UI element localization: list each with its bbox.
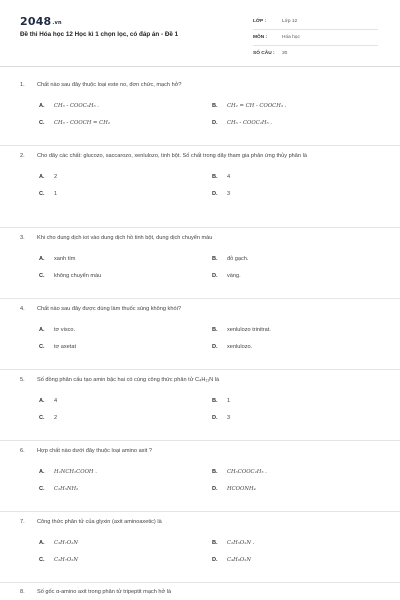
question-prompt: Chất nào sau đây thuộc loại este no, đơn chức, mạch hở? — [37, 82, 182, 88]
option-letter: A. — [39, 256, 45, 262]
question-prompt: Hợp chất nào dưới đây thuộc loại amino axit ? — [37, 448, 152, 454]
site-logo[interactable] — [20, 15, 62, 28]
option-text: C₂H₅NH₂ — [54, 486, 79, 492]
logo-text: 2048 — [20, 15, 52, 28]
answer-options — [39, 174, 384, 197]
answer-options — [39, 256, 384, 279]
answer-option[interactable] — [212, 120, 385, 126]
answer-option[interactable] — [39, 103, 212, 109]
question-text — [20, 447, 384, 456]
option-letter: C. — [39, 191, 45, 197]
question-1 — [20, 81, 384, 126]
option-letter: D. — [212, 273, 218, 279]
question-number: 1. — [20, 82, 25, 88]
exam-header — [0, 0, 400, 67]
question-prompt: Khi cho dung dịch iot vào dung dịch hồ tinh bột, dung dịch chuyển màu — [37, 235, 213, 241]
option-text: HCOONH₄ — [227, 486, 256, 492]
option-text: C₂H₅O₂N . — [227, 540, 255, 546]
option-text: 2 — [54, 174, 58, 180]
question-text — [20, 81, 384, 90]
question-3 — [20, 234, 384, 279]
logo-suffix: .vn — [52, 20, 62, 26]
question-text — [20, 152, 384, 161]
answer-option[interactable] — [39, 398, 212, 404]
question-8 — [20, 588, 384, 597]
option-letter: A. — [39, 398, 45, 404]
option-text: 3 — [227, 415, 231, 421]
option-text: CH₃COOC₂H₅ . — [227, 469, 267, 475]
answer-option[interactable] — [39, 273, 212, 279]
answer-option[interactable] — [212, 486, 385, 492]
meta-row-class — [253, 14, 378, 30]
option-letter: B. — [212, 398, 218, 404]
answer-option[interactable] — [212, 191, 385, 197]
question-number: 2. — [20, 153, 25, 159]
option-text: xanh tím — [54, 256, 76, 262]
question-text — [20, 518, 384, 527]
answer-option[interactable] — [39, 557, 212, 563]
option-text: 4 — [54, 398, 58, 404]
answer-options — [39, 398, 384, 421]
option-text: 3 — [227, 191, 231, 197]
question-divider — [0, 369, 400, 370]
question-number: 3. — [20, 235, 25, 241]
question-number: 4. — [20, 306, 25, 312]
option-text: 1 — [227, 398, 231, 404]
answer-option[interactable] — [212, 174, 385, 180]
exam-title: Đề thi Hóa học 12 Học kì 1 chọn lọc, có đáp án - Đề 1 — [20, 31, 179, 38]
question-divider — [0, 298, 400, 299]
option-letter: D. — [212, 120, 218, 126]
option-letter: C. — [39, 344, 45, 350]
option-text: CH₃ - COOC₆H₅ . — [54, 103, 99, 109]
answer-options — [39, 469, 384, 492]
option-text: C₂H₇O₂N — [54, 557, 79, 563]
option-text: vàng. — [227, 273, 241, 279]
answer-option[interactable] — [39, 540, 212, 546]
answer-option[interactable] — [212, 103, 385, 109]
exam-meta — [253, 14, 378, 61]
option-letter: C. — [39, 273, 45, 279]
option-letter: D. — [212, 557, 218, 563]
question-text — [20, 305, 384, 314]
option-text: CH₃ - COOC₂H₅ . — [227, 120, 272, 126]
option-text: 2 — [54, 415, 58, 421]
question-text — [20, 588, 384, 597]
meta-row-question-count — [253, 46, 378, 61]
option-text: CH₃ - COOCH = CH₂ — [54, 120, 110, 126]
answer-option[interactable] — [39, 174, 212, 180]
answer-option[interactable] — [212, 344, 385, 350]
answer-option[interactable] — [212, 540, 385, 546]
answer-options — [39, 540, 384, 563]
answer-option[interactable] — [39, 256, 212, 262]
question-number: 5. — [20, 377, 25, 383]
option-letter: B. — [212, 174, 218, 180]
option-text: tơ visco. — [54, 327, 76, 333]
option-letter: A. — [39, 103, 45, 109]
meta-label: LỚP : — [253, 19, 267, 24]
question-4 — [20, 305, 384, 350]
meta-label: MÔN : — [253, 35, 268, 40]
option-text: C₃H₇O₂N — [54, 540, 79, 546]
answer-option[interactable] — [39, 469, 212, 475]
option-letter: D. — [212, 344, 218, 350]
option-letter: C. — [39, 120, 45, 126]
answer-option[interactable] — [212, 415, 385, 421]
option-letter: A. — [39, 174, 45, 180]
option-letter: C. — [39, 557, 45, 563]
answer-option[interactable] — [212, 256, 385, 262]
option-letter: B. — [212, 103, 218, 109]
option-text: xenlulozo trinitrat. — [227, 327, 271, 333]
option-text: 1 — [54, 191, 58, 197]
option-letter: B. — [212, 469, 218, 475]
question-number: 6. — [20, 448, 25, 454]
option-text: CH₂ = CH - COOCH₃ . — [227, 103, 287, 109]
answer-option[interactable] — [39, 486, 212, 492]
option-text: 4 — [227, 174, 231, 180]
question-5 — [20, 376, 384, 421]
question-divider — [0, 582, 400, 583]
option-text: H₂NCH₂COOH . — [54, 469, 97, 475]
answer-option[interactable] — [212, 273, 385, 279]
option-letter: D. — [212, 486, 218, 492]
answer-option[interactable] — [39, 191, 212, 197]
option-letter: D. — [212, 415, 218, 421]
answer-option[interactable] — [212, 469, 385, 475]
question-7 — [20, 518, 384, 563]
question-prompt: Chất nào sau đây được dùng làm thuốc súng không khói? — [37, 306, 181, 312]
meta-value: 30 — [282, 51, 288, 56]
option-text: không chuyển màu — [54, 273, 102, 279]
answer-option[interactable] — [212, 557, 385, 563]
option-text: tơ axetat — [54, 344, 77, 350]
question-prompt: Cho dãy các chất: glucozo, saccarozo, xenlulozo, tinh bột. Số chất trong dãy tham gia phản ứng thủy phân là — [37, 153, 307, 159]
question-divider — [0, 145, 400, 146]
meta-value: Hóa học — [282, 35, 300, 40]
option-letter: A. — [39, 540, 45, 546]
option-text: C₄H₉O₂N — [227, 557, 252, 563]
question-prompt: Số đồng phân cấu tạo amin bậc hai có cùng công thức phân tử C₄H₁₁N là — [37, 377, 220, 383]
option-letter: C. — [39, 415, 45, 421]
question-number: 8. — [20, 589, 25, 595]
answer-options — [39, 103, 384, 126]
answer-option[interactable] — [212, 327, 385, 333]
option-text: xenlulozo. — [227, 344, 253, 350]
option-letter: C. — [39, 486, 45, 492]
option-letter: A. — [39, 327, 45, 333]
option-letter: A. — [39, 469, 45, 475]
question-divider — [0, 227, 400, 228]
question-text — [20, 234, 384, 243]
question-prompt: Công thức phân tử của glyxin (axit aminoaxetic) là — [37, 519, 162, 525]
question-divider — [0, 440, 400, 441]
answer-option[interactable] — [212, 398, 385, 404]
option-text: đỏ gạch. — [227, 256, 249, 262]
meta-label: SỐ CÂU : — [253, 51, 275, 56]
question-divider — [0, 511, 400, 512]
question-6 — [20, 447, 384, 492]
meta-row-subject — [253, 30, 378, 46]
question-text — [20, 376, 384, 385]
option-letter: B. — [212, 327, 218, 333]
answer-option[interactable] — [39, 120, 212, 126]
option-letter: B. — [212, 540, 218, 546]
option-letter: D. — [212, 191, 218, 197]
answer-option[interactable] — [39, 327, 212, 333]
answer-options — [39, 327, 384, 350]
option-letter: B. — [212, 256, 218, 262]
question-number: 7. — [20, 519, 25, 525]
meta-value: Lớp 12 — [282, 19, 298, 24]
question-prompt: Số gốc α-amino axit trong phân tử tripeptit mạch hở là — [37, 589, 172, 595]
answer-option[interactable] — [39, 415, 212, 421]
answer-option[interactable] — [39, 344, 212, 350]
question-2 — [20, 152, 384, 197]
